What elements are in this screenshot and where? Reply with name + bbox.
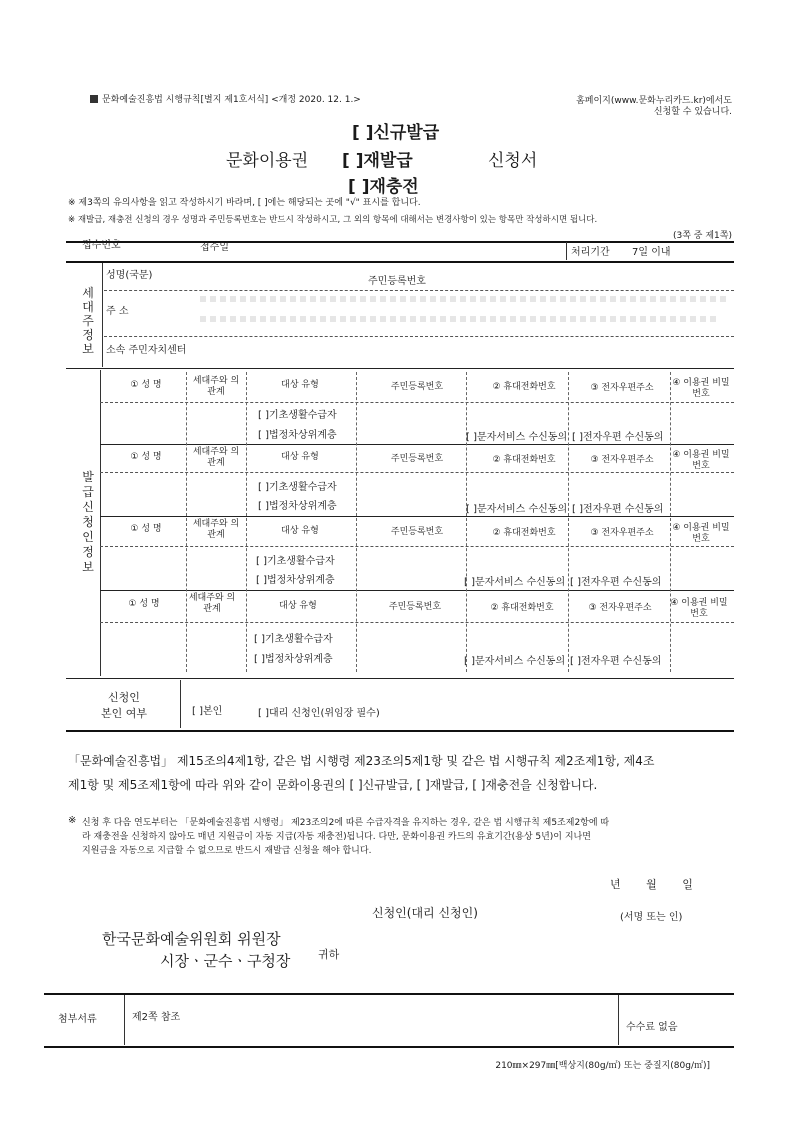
option-sms-consent[interactable]: [ ]문자서비스 수신동의 [466, 432, 568, 443]
divider [100, 444, 734, 445]
divider [66, 368, 734, 369]
household-name-label: 성명(국문) [106, 270, 153, 281]
recipient-local-government: 시장ㆍ군수ㆍ구청장 [160, 952, 291, 970]
col-rrn-header: 주민등록번호 [390, 454, 444, 464]
col-relation-header: 세대주와 의 관계 [192, 519, 240, 540]
divider [44, 1046, 734, 1048]
form-reference: 문화예술진흥법 시행규칙[별지 제1호서식] <개정 2020. 12. 1.> [90, 92, 361, 105]
option-email-consent[interactable]: [ ]전자우편 수신동의 [570, 577, 662, 588]
col-rrn-header: 주민등록번호 [390, 382, 444, 392]
col-relation-header: 세대주와 의 관계 [192, 447, 240, 468]
signature-applicant: 신청인(대리 신청인) [372, 906, 478, 920]
col-email-header: ③ 전자우편주소 [590, 383, 654, 393]
divider [100, 546, 734, 547]
divider [466, 372, 467, 672]
col-phone-header: ② 휴대전화번호 [490, 603, 554, 613]
col-password-header: ④ 이용권 비밀번호 [672, 523, 730, 544]
divider [100, 590, 734, 591]
divider [104, 290, 734, 291]
option-email-consent[interactable]: [ ]전자우편 수신동의 [570, 656, 662, 667]
statement-line1: 「문화예술진흥법」 제15조의4제1항, 같은 법 시행령 제23조의5제1항 및 같은 법 시행규칙 제2조제1항, 제4조 [68, 754, 655, 768]
divider [66, 730, 734, 732]
divider [100, 472, 734, 473]
col-password-header: ④ 이용권 비밀번호 [672, 450, 730, 471]
divider [246, 372, 247, 672]
statement-line2: 제1항 및 제5조제1항에 따라 위와 같이 문화이용권의 [ ]신규발급, [ ]재발급, [ ]재충전을 신청합니다. [68, 778, 598, 792]
divider [618, 995, 619, 1045]
attachments-label: 첨부서류 [58, 1014, 97, 1025]
identity-self-option[interactable]: [ ]본인 [192, 706, 223, 717]
homepage-note [552, 96, 732, 118]
option-sms-consent[interactable]: [ ]문자서비스 수신동의 [464, 577, 566, 588]
col-email-header: ③ 전자우편주소 [588, 603, 652, 613]
divider [104, 336, 734, 337]
paper-spec: 210㎜×297㎜[백상지(80g/㎡) 또는 중질지(80g/㎡)] [495, 1061, 710, 1071]
col-phone-header: ② 휴대전화번호 [492, 382, 556, 392]
notice-text [82, 816, 609, 858]
divider [124, 995, 125, 1045]
option-basic-livelihood[interactable]: [ ]기초생활수급자 [256, 556, 335, 567]
col-type-header: 대상 유형 [281, 452, 319, 462]
col-email-header: ③ 전자우편주소 [590, 455, 654, 465]
option-near-poverty[interactable]: [ ]법정차상위계층 [258, 430, 337, 441]
divider [66, 678, 734, 679]
option-basic-livelihood[interactable]: [ ]기초생활수급자 [258, 482, 337, 493]
divider [44, 993, 734, 995]
household-section-label: 세대주정보 [82, 286, 94, 356]
title-left: 문화이용권 [226, 151, 309, 171]
processing-period-value: 7일 이내 [632, 247, 671, 258]
page-indicator: (3쪽 중 제1쪽) [673, 231, 732, 241]
col-email-header: ③ 전자우편주소 [590, 528, 654, 538]
divider [100, 516, 734, 517]
redacted-field [200, 316, 720, 322]
title-option-recharge: [ ]재충전 [348, 177, 419, 197]
applicant-section-label: 발급신청인 정보 [82, 470, 94, 574]
signature-note: (서명 또는 인) [620, 912, 683, 923]
option-email-consent[interactable]: [ ]전자우편 수신동의 [572, 504, 664, 515]
col-relation-header: 세대주와 의 관계 [192, 376, 240, 397]
homepage-note-line1: 홈페이지(www.문화누리카드.kr)에서도 [576, 96, 732, 106]
identity-proxy-option[interactable]: [ ]대리 신청인(위임장 필수) [258, 708, 380, 719]
col-type-header: 대상 유형 [281, 380, 319, 390]
col-name-header: ① 성 명 [130, 452, 162, 462]
processing-period-label: 처리기간 [571, 247, 610, 258]
title-option-new: [ ]신규발급 [352, 123, 440, 143]
option-sms-consent[interactable]: [ ]문자서비스 수신동의 [466, 504, 568, 515]
identity-label-line2: 본인 여부 [100, 707, 147, 720]
col-phone-header: ② 휴대전화번호 [492, 528, 556, 538]
title-right: 신청서 [488, 151, 538, 171]
divider [102, 263, 103, 367]
col-phone-header: ② 휴대전화번호 [492, 455, 556, 465]
divider [180, 680, 181, 728]
col-rrn-header: 주민등록번호 [388, 602, 442, 612]
option-basic-livelihood[interactable]: [ ]기초생활수급자 [258, 410, 337, 421]
fee-label: 수수료 없음 [626, 1022, 678, 1033]
option-basic-livelihood[interactable]: [ ]기초생활수급자 [254, 634, 333, 645]
option-near-poverty[interactable]: [ ]법정차상위계층 [256, 575, 335, 586]
option-near-poverty[interactable]: [ ]법정차상위계층 [254, 654, 333, 665]
divider [186, 372, 187, 672]
divider [356, 372, 357, 672]
col-name-header: ① 성 명 [130, 524, 162, 534]
col-password-header: ④ 이용권 비밀번호 [672, 378, 730, 399]
divider [670, 372, 671, 672]
option-email-consent[interactable]: [ ]전자우편 수신동의 [572, 432, 664, 443]
document-icon [90, 95, 98, 103]
homepage-note-line2: 신청할 수 있습니다. [653, 107, 732, 117]
divider [66, 261, 734, 263]
col-name-header: ① 성 명 [128, 599, 160, 609]
col-type-header: 대상 유형 [281, 526, 319, 536]
divider [100, 402, 734, 403]
title-option-reissue: [ ]재발급 [342, 151, 413, 171]
notice-line3: 지원금을 자동으로 지급할 수 없으므로 반드시 재발급 신청을 해야 합니다. [82, 846, 372, 856]
divider [100, 622, 734, 623]
redacted-field [200, 296, 730, 302]
divider [100, 370, 101, 676]
household-center-label: 소속 주민자치센터 [106, 345, 187, 356]
attachments-value: 제2쪽 참조 [132, 1012, 181, 1023]
identity-label-line1: 신청인 [108, 691, 140, 704]
notice-mark: ※ [68, 815, 77, 826]
note-2: ※ 재발급, 재충전 신청의 경우 성명과 주민등록번호는 반드시 작성하시고, 그 외의 항목에 대해서는 변경사항이 있는 항목만 작성하시면 됩니다. [68, 215, 598, 225]
col-relation-header: 세대주와 의 관계 [188, 593, 236, 614]
recipient-honorific: 귀하 [318, 948, 340, 961]
signature-date: 년 월 일 [610, 878, 693, 891]
col-rrn-header: 주민등록번호 [390, 527, 444, 537]
receipt-number-label: 접수번호 [82, 240, 121, 251]
household-address-label: 주 소 [106, 306, 129, 317]
household-rrn-label: 주민등록번호 [368, 276, 426, 287]
divider [568, 372, 569, 672]
option-sms-consent[interactable]: [ ]문자서비스 수신동의 [464, 656, 566, 667]
receipt-date-label: 접수일 [200, 242, 229, 253]
divider [566, 242, 567, 260]
option-near-poverty[interactable]: [ ]법정차상위계층 [258, 501, 337, 512]
note-1: ※ 제3쪽의 유의사항을 읽고 작성하시기 바라며, [ ]에는 해당되는 곳에 "√" 표시를 합니다. [68, 198, 421, 208]
recipient-committee: 한국문화예술위원회 위원장 [102, 930, 281, 948]
notice-line2: 라 재충전을 신청하지 않아도 매년 지원금이 자동 지급(자동 재충전)됩니다. 다만, 문화이용권 카드의 유효기간(용상 5년)이 지나면 [82, 832, 591, 842]
col-type-header: 대상 유형 [279, 601, 317, 611]
identity-label [72, 690, 176, 722]
notice-line1: 신청 후 다음 연도부터는 「문화예술진흥법 시행령」 제23조의2에 따른 수급자격을 유지하는 경우, 같은 법 시행규칙 제5조제2항에 따 [82, 818, 610, 828]
col-name-header: ① 성 명 [130, 380, 162, 390]
col-password-header: ④ 이용권 비밀번호 [670, 598, 728, 619]
